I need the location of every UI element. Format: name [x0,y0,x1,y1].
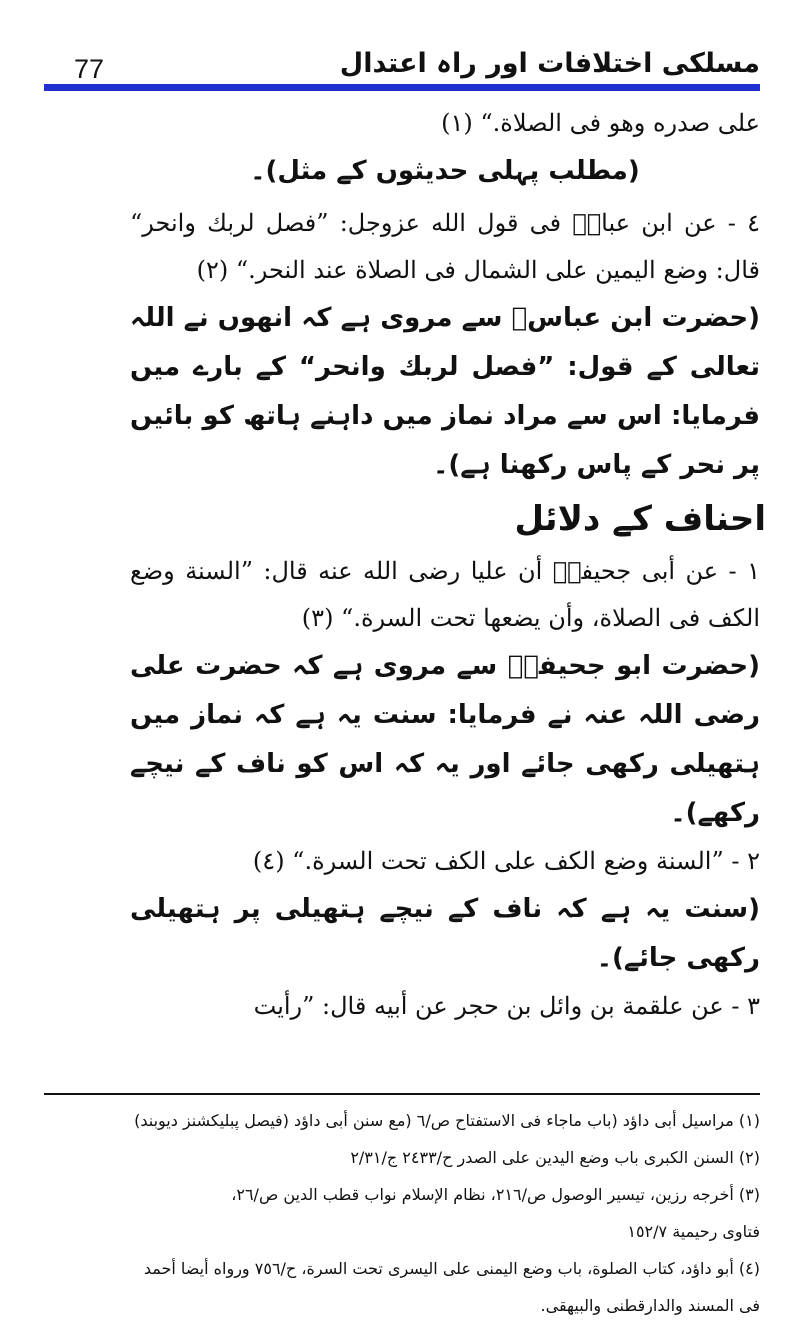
footnote-3: (٣) أخرجه رزين، تيسير الوصول ص/٢١٦، نظام الإسلام نواب قطب الدين ص/٢٦، [231,1185,760,1204]
footnote-1: (١) مراسيل أبى داؤد (باب ماجاء فى الاستفتاح ص/٦ (مع سنن أبى داؤد (فيصل پبليكشنز ديوبند) [134,1111,760,1130]
urdu-translation: (حضرت ابن عباسؓ سے مروی ہے کہ انھوں نے اللہ تعالی کے قول: ”فصل لربك وانحر“ کے بارے میں فرمایا: اس سے مراد نماز میں داہنے ہاتھ کو بائیں پر نحر کے پاس رکھنا ہے)۔ [130,303,760,480]
hadith-4: ٤ - عن ابن عباسؓ فى قول الله عزوجل: ”فصل لربك وانحر“ قال: وضع اليمين على الشمال فى الصلاة عند النحر.“ (٢) [130,209,761,284]
arabic-text-continuation: على صدره وهو فى الصلاة.“ (١) [441,109,760,137]
footnote-3-continuation: فتاوى رحيمية ١٥٢/٧ [627,1222,760,1241]
urdu-translation: (حضرت ابو جحیفہؓ سے مروی ہے کہ حضرت علی رضی اللہ عنہ نے فرمایا: سنت یہ ہے کہ نماز میں ہتھیلی رکھی جائے اور یہ کہ اس کو ناف کے نیچے رکھے)۔ [130,651,760,828]
footnote-divider [44,1093,760,1095]
page-number: 77 [74,54,105,84]
section-heading: احناف کے دلائل [514,499,766,539]
header-divider [44,84,760,91]
footnote-2: (٢) السنن الكبرى باب وضع اليدين على الصدر ح/٢٤٣٣ ج/٢/٣١ [350,1148,760,1167]
footnote-4: (٤) أبو داؤد، كتاب الصلوة، باب وضع اليمنى على اليسرى تحت السرة، ح/٧٥٦ ورواه أيضا أحمد [143,1259,760,1278]
urdu-translation: (سنت یہ ہے کہ ناف کے نیچے ہتھیلی پر ہتھیلی رکھی جائے)۔ [130,894,760,973]
hadith-2: ٢ - ”السنة وضع الكف على الكف تحت السرة.“ (٤) [252,847,760,875]
footnotes [44,1102,760,1324]
hadith-3: ٣ - عن علقمة بن وائل بن حجر عن أبيه قال: ”رأيت [253,992,760,1020]
footnote-4-continuation: فى المسند والدارقطنى والبيهقى. [540,1296,760,1315]
urdu-translation: (مطلب پہلی حدیثوں کے مثل)۔ [250,156,640,186]
main-text [130,100,766,1030]
hadith-1: ١ - عن أبى جحيفةؓ أن عليا رضى الله عنه قال: ”السنة وضع الكف فى الصلاة، وأن يضعها تحت السرة.“ (٣) [130,557,760,632]
running-title: مسلکی اختلافات اور راہ اعتدال [339,48,760,79]
